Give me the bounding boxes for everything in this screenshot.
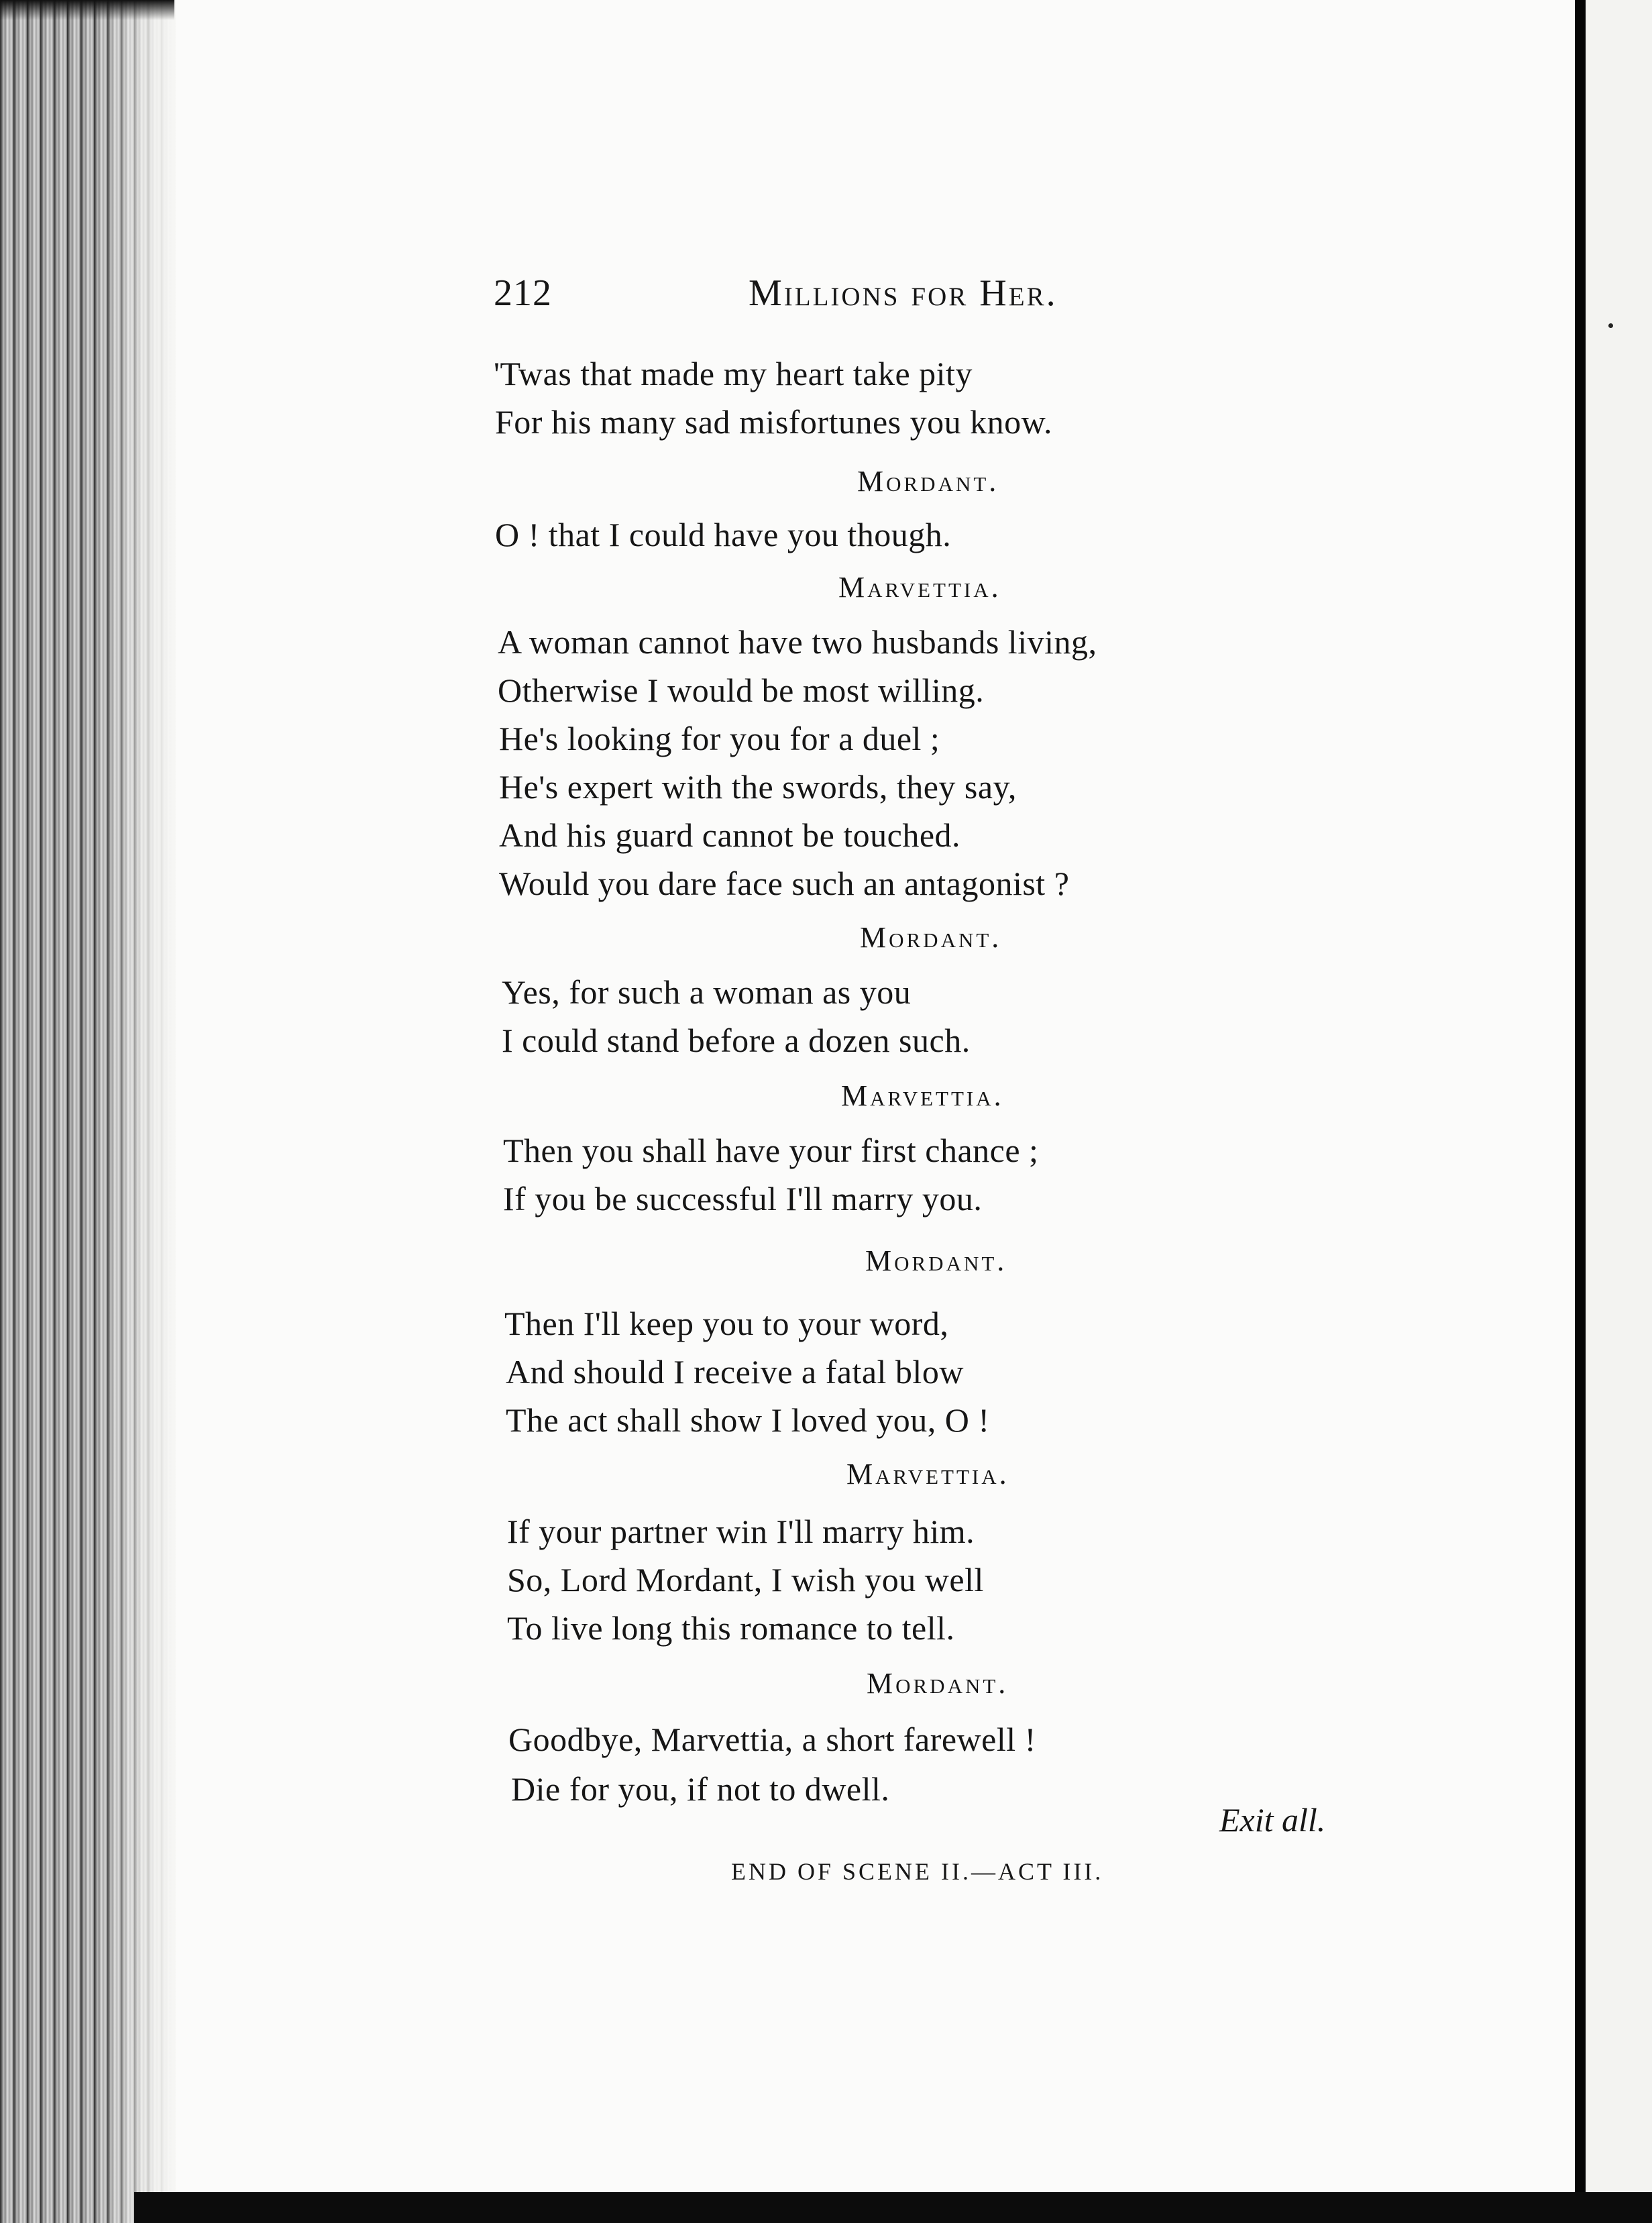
verse-line: Yes, for such a woman as you	[502, 973, 912, 1011]
running-head	[494, 270, 1124, 317]
verse-line: A woman cannot have two husbands living,	[498, 623, 1097, 661]
verse-line: Otherwise I would be most willing.	[498, 671, 985, 709]
verse-line: So, Lord Mordant, I wish you well	[507, 1561, 984, 1598]
scan-shadow	[0, 0, 174, 20]
end-of-scene-marker: END OF SCENE II.—ACT III.	[731, 1858, 1104, 1885]
stage-direction: Exit all.	[1219, 1801, 1326, 1839]
verse-line: He's expert with the swords, they say,	[499, 768, 1017, 806]
speaker-heading: Mordant.	[860, 921, 1002, 954]
facing-page-edge	[1586, 0, 1652, 2223]
binding-gutter	[1575, 0, 1586, 2223]
verse-line: 'Twas that made my heart take pity	[494, 355, 973, 392]
verse-line: For his many sad misfortunes you know.	[495, 403, 1052, 441]
verse-line: If your partner win I'll marry him.	[507, 1513, 975, 1550]
verse-line: Would you dare face such an antagonist ?	[499, 865, 1070, 902]
verse-line: Die for you, if not to dwell.	[511, 1770, 890, 1808]
verse-line: The act shall show I loved you, O !	[506, 1401, 990, 1439]
speaker-heading: Mordant.	[857, 465, 999, 498]
speaker-heading: Marvettia.	[838, 571, 1001, 604]
book-page-edges	[0, 0, 176, 2223]
speaker-heading: Mordant.	[865, 1244, 1007, 1277]
scan-bottom-border	[134, 2192, 1652, 2223]
page-number: 212	[494, 272, 552, 314]
verse-line: O ! that I could have you though.	[495, 516, 952, 553]
speaker-heading: Marvettia.	[841, 1079, 1004, 1112]
verse-line: And should I receive a fatal blow	[506, 1353, 964, 1391]
ink-speck	[1608, 323, 1613, 328]
speaker-heading: Mordant.	[867, 1667, 1009, 1700]
running-title: Millions for Her.	[749, 272, 1058, 314]
verse-line: Goodbye, Marvettia, a short farewell !	[508, 1721, 1036, 1758]
verse-line: I could stand before a dozen such.	[502, 1022, 971, 1059]
verse-line: Then you shall have your first chance ;	[503, 1132, 1039, 1169]
verse-line: If you be successful I'll marry you.	[503, 1180, 983, 1217]
speaker-heading: Marvettia.	[846, 1458, 1009, 1490]
verse-line: He's looking for you for a duel ;	[499, 720, 940, 757]
verse-line: And his guard cannot be touched.	[499, 816, 961, 854]
verse-line: To live long this romance to tell.	[507, 1609, 955, 1647]
verse-line: Then I'll keep you to your word,	[504, 1305, 949, 1342]
